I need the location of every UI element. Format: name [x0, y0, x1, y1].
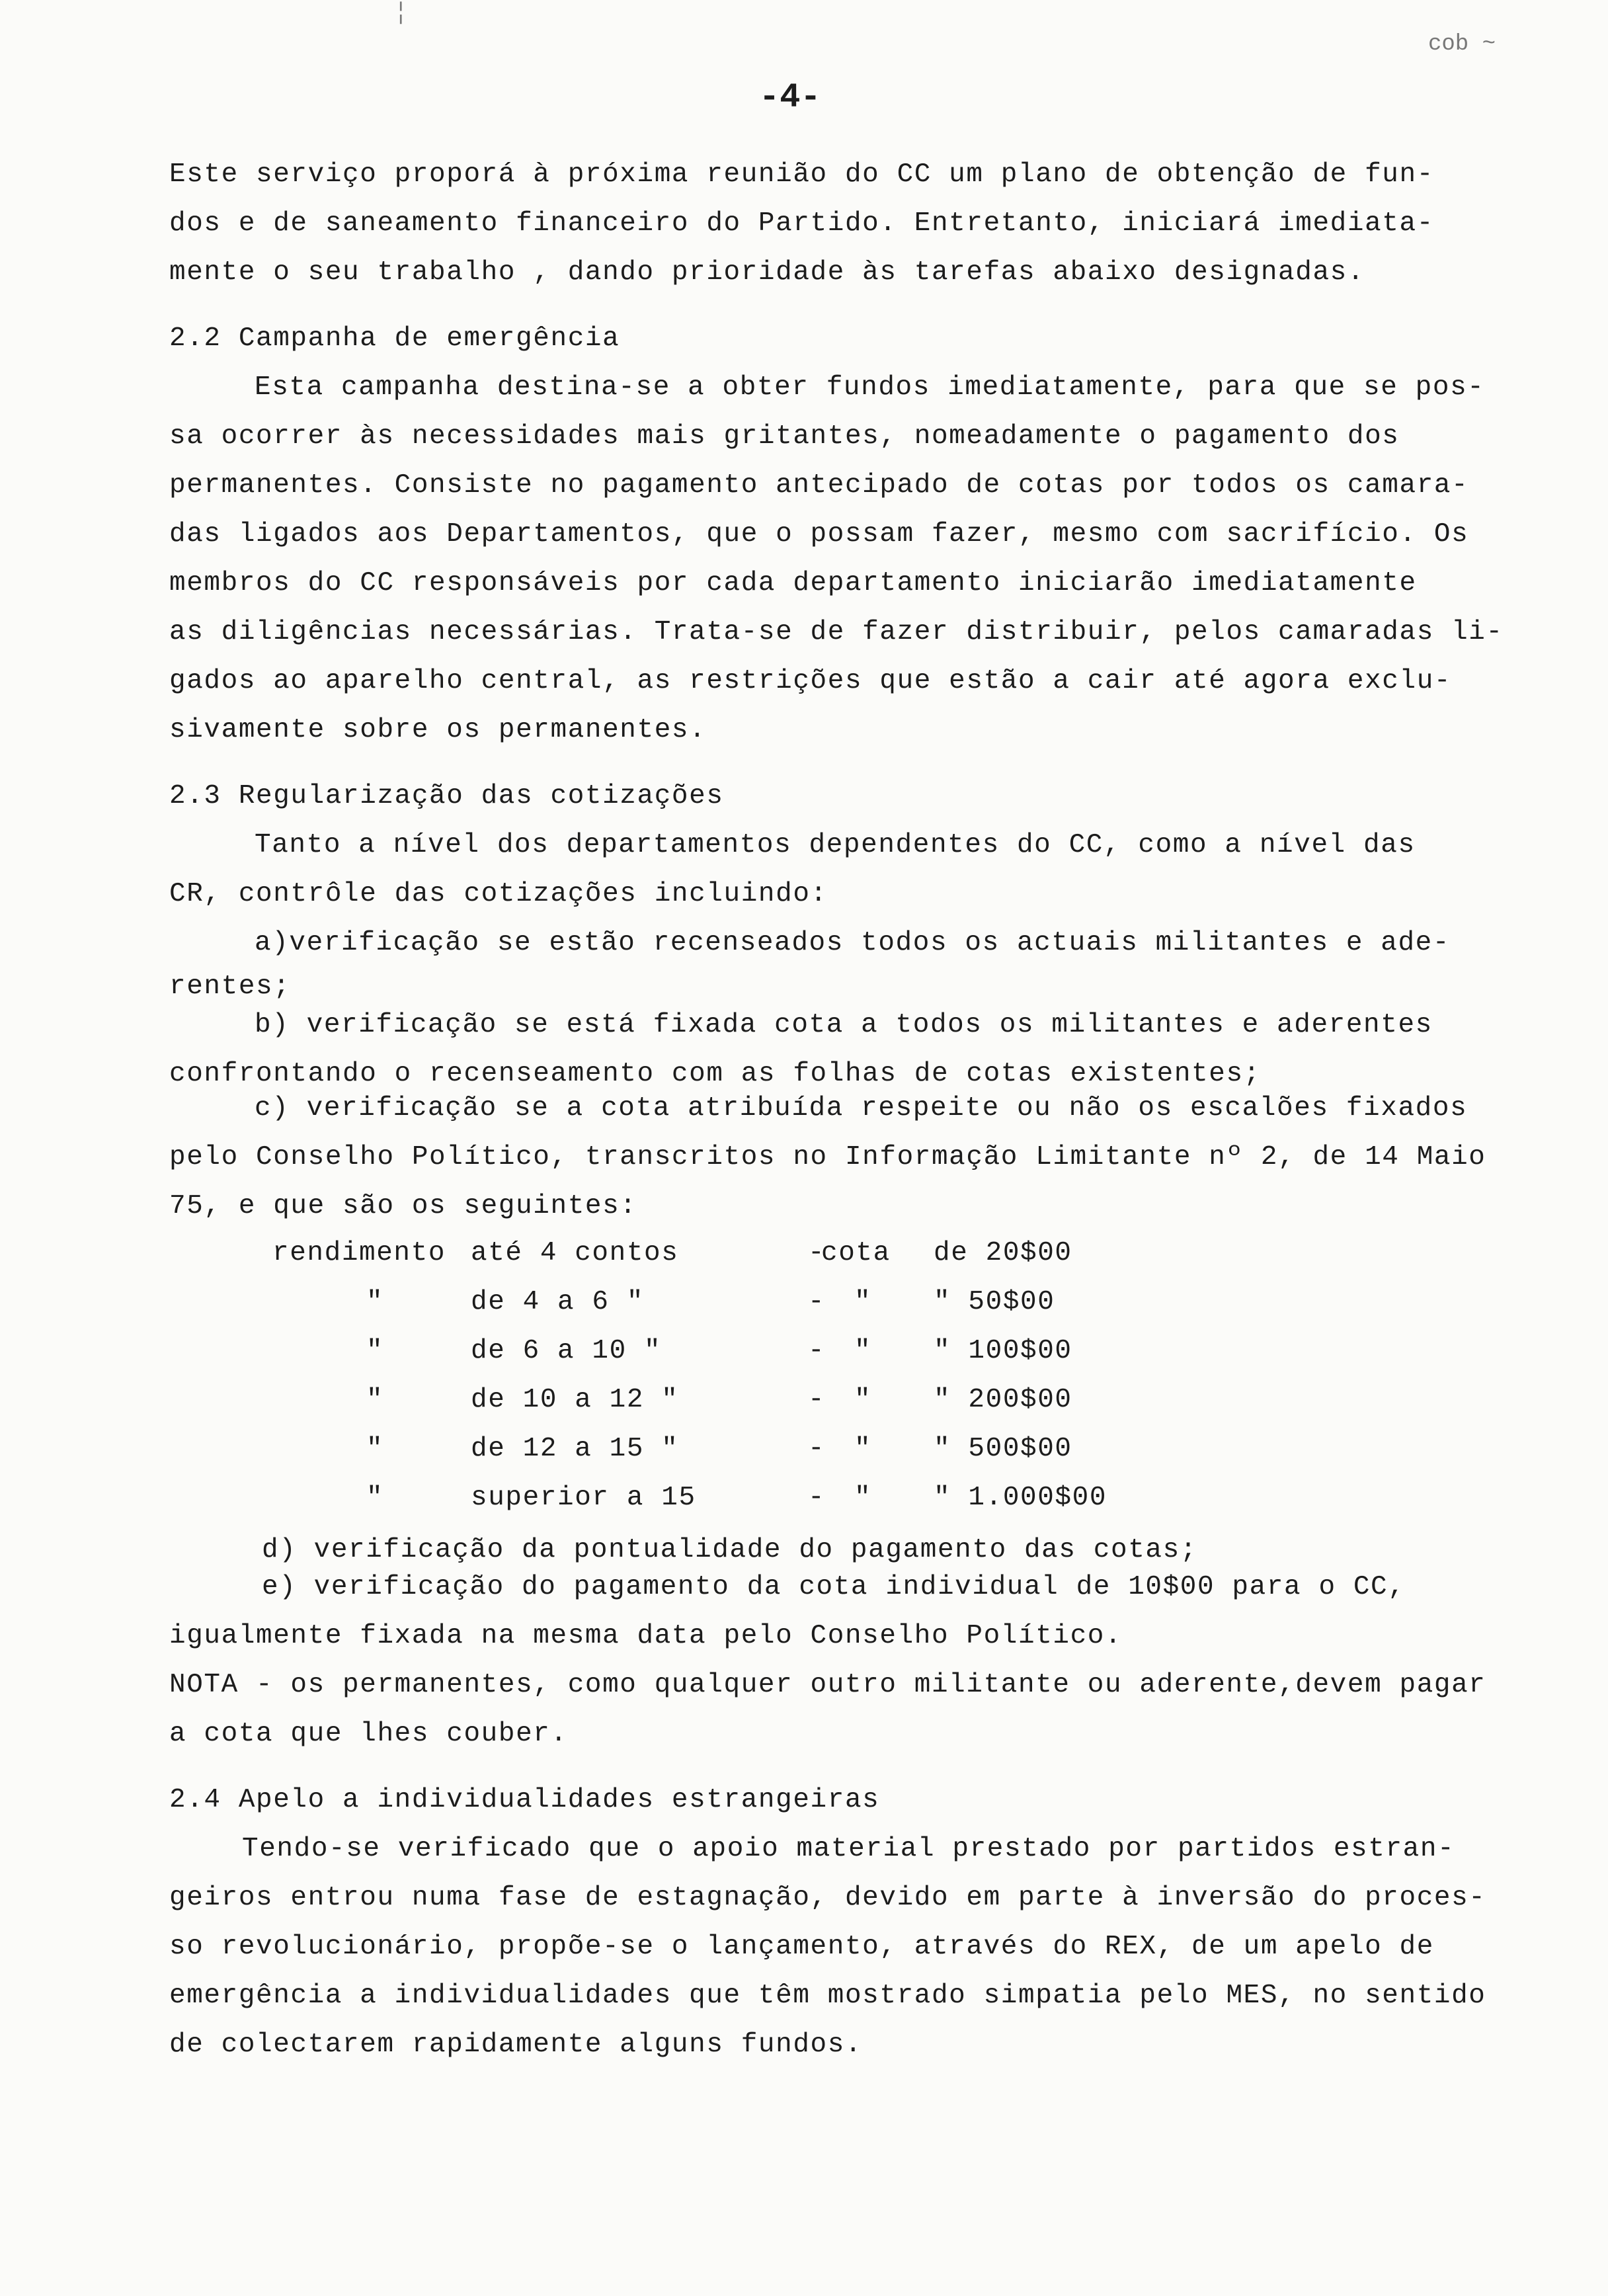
- table-cell: de 12 a 15 ": [471, 1434, 679, 1464]
- page-number: -4-: [759, 78, 821, 117]
- table-cell: " 100$00: [934, 1336, 1072, 1366]
- table-cell: ": [854, 1385, 872, 1415]
- section-heading: 2.3 Regularização das cotizações: [169, 781, 724, 811]
- table-cell: -: [808, 1434, 826, 1464]
- body-line: Esta campanha destina-se a obter fundos imediatamente, para que se pos-: [255, 372, 1485, 403]
- scan-mark: ╎: [394, 3, 408, 28]
- list-line: pelo Conselho Político, transcritos no Informação Limitante nº 2, de 14 Maio: [169, 1142, 1486, 1172]
- body-line: das ligados aos Departamentos, que o possam fazer, mesmo com sacrifício. Os: [169, 519, 1469, 550]
- list-line: confrontando o recenseamento com as folhas de cotas existentes;: [169, 1059, 1261, 1089]
- table-cell: -: [808, 1238, 826, 1268]
- body-line: membros do CC responsáveis por cada departamento iniciarão imediatamente: [169, 568, 1417, 598]
- table-cell: " 500$00: [934, 1434, 1072, 1464]
- table-cell: ": [366, 1336, 384, 1366]
- list-line: d) verificação da pontualidade do pagamento das cotas;: [262, 1535, 1198, 1565]
- body-line: sivamente sobre os permanentes.: [169, 715, 707, 745]
- table-cell: " 200$00: [934, 1385, 1072, 1415]
- table-cell: ": [366, 1483, 384, 1513]
- table-cell: ": [366, 1434, 384, 1464]
- table-row: [272, 1238, 1264, 1275]
- body-line: de colectarem rapidamente alguns fundos.: [169, 2030, 863, 2060]
- section-heading: 2.4 Apelo a individualidades estrangeiras: [169, 1785, 880, 1815]
- body-line: gados ao aparelho central, as restrições que estão a cair até agora exclu-: [169, 666, 1452, 696]
- table-row: [272, 1287, 1264, 1324]
- body-line: CR, contrôle das cotizações incluindo:: [169, 879, 828, 909]
- table-cell: rendimento: [272, 1238, 446, 1268]
- list-line: b) verificação se está fixada cota a todos os militantes e aderentes: [255, 1010, 1433, 1040]
- table-cell: -: [808, 1287, 826, 1317]
- list-line: e) verificação do pagamento da cota individual de 10$00 para o CC,: [262, 1572, 1406, 1602]
- table-row: [272, 1434, 1264, 1471]
- table-cell: -: [808, 1385, 826, 1415]
- table-cell: de 20$00: [934, 1238, 1072, 1268]
- corner-mark: cob ~: [1428, 32, 1496, 57]
- intro-line: dos e de saneamento financeiro do Partido. Entretanto, iniciará imediata-: [169, 208, 1434, 239]
- table-row: [272, 1385, 1264, 1422]
- table-cell: ": [854, 1287, 872, 1317]
- table-cell: ": [854, 1483, 872, 1513]
- list-line: 75, e que são os seguintes:: [169, 1191, 637, 1221]
- body-line: sa ocorrer às necessidades mais gritantes, nomeadamente o pagamento dos: [169, 421, 1400, 452]
- table-cell: até 4 contos: [471, 1238, 679, 1268]
- intro-line: Este serviço proporá à próxima reunião do CC um plano de obtenção de fun-: [169, 159, 1434, 190]
- table-cell: ": [366, 1287, 384, 1317]
- table-cell: -: [808, 1483, 826, 1513]
- table-cell: superior a 15: [471, 1483, 696, 1513]
- list-line: c) verificação se a cota atribuída respeite ou não os escalões fixados: [255, 1093, 1468, 1124]
- table-cell: de 6 a 10 ": [471, 1336, 662, 1366]
- body-line: emergência a individualidades que têm mostrado simpatia pelo MES, no sentido: [169, 1981, 1486, 2011]
- table-cell: de 4 a 6 ": [471, 1287, 645, 1317]
- list-line: rentes;: [169, 971, 291, 1002]
- table-cell: de 10 a 12 ": [471, 1385, 679, 1415]
- table-row: [272, 1483, 1264, 1520]
- table-cell: " 1.000$00: [934, 1483, 1107, 1513]
- table-cell: ": [854, 1336, 872, 1366]
- note-line: a cota que lhes couber.: [169, 1719, 568, 1749]
- body-line: Tendo-se verificado que o apoio material prestado por partidos estran-: [242, 1834, 1455, 1864]
- list-line: igualmente fixada na mesma data pelo Conselho Político.: [169, 1621, 1123, 1651]
- body-line: geiros entrou numa fase de estagnação, devido em parte à inversão do proces-: [169, 1883, 1486, 1913]
- body-line: so revolucionário, propõe-se o lançamento, através do REX, de um apelo de: [169, 1932, 1434, 1962]
- table-cell: " 50$00: [934, 1287, 1055, 1317]
- table-cell: -: [808, 1336, 826, 1366]
- section-heading: 2.2 Campanha de emergência: [169, 323, 620, 354]
- body-line: Tanto a nível dos departamentos dependentes do CC, como a nível das: [255, 830, 1416, 860]
- table-row: [272, 1336, 1264, 1373]
- table-cell: ": [366, 1385, 384, 1415]
- body-line: as diligências necessárias. Trata-se de fazer distribuir, pelos camaradas li-: [169, 617, 1504, 647]
- list-line: a)verificação se estão recenseados todos os actuais militantes e ade-: [255, 928, 1451, 958]
- table-cell: cota: [821, 1238, 891, 1268]
- table-cell: ": [854, 1434, 872, 1464]
- intro-line: mente o seu trabalho , dando prioridade às tarefas abaixo designadas.: [169, 257, 1365, 288]
- body-line: permanentes. Consiste no pagamento antecipado de cotas por todos os camara-: [169, 470, 1469, 501]
- note-line: NOTA - os permanentes, como qualquer outro militante ou aderente,devem pagar: [169, 1670, 1486, 1700]
